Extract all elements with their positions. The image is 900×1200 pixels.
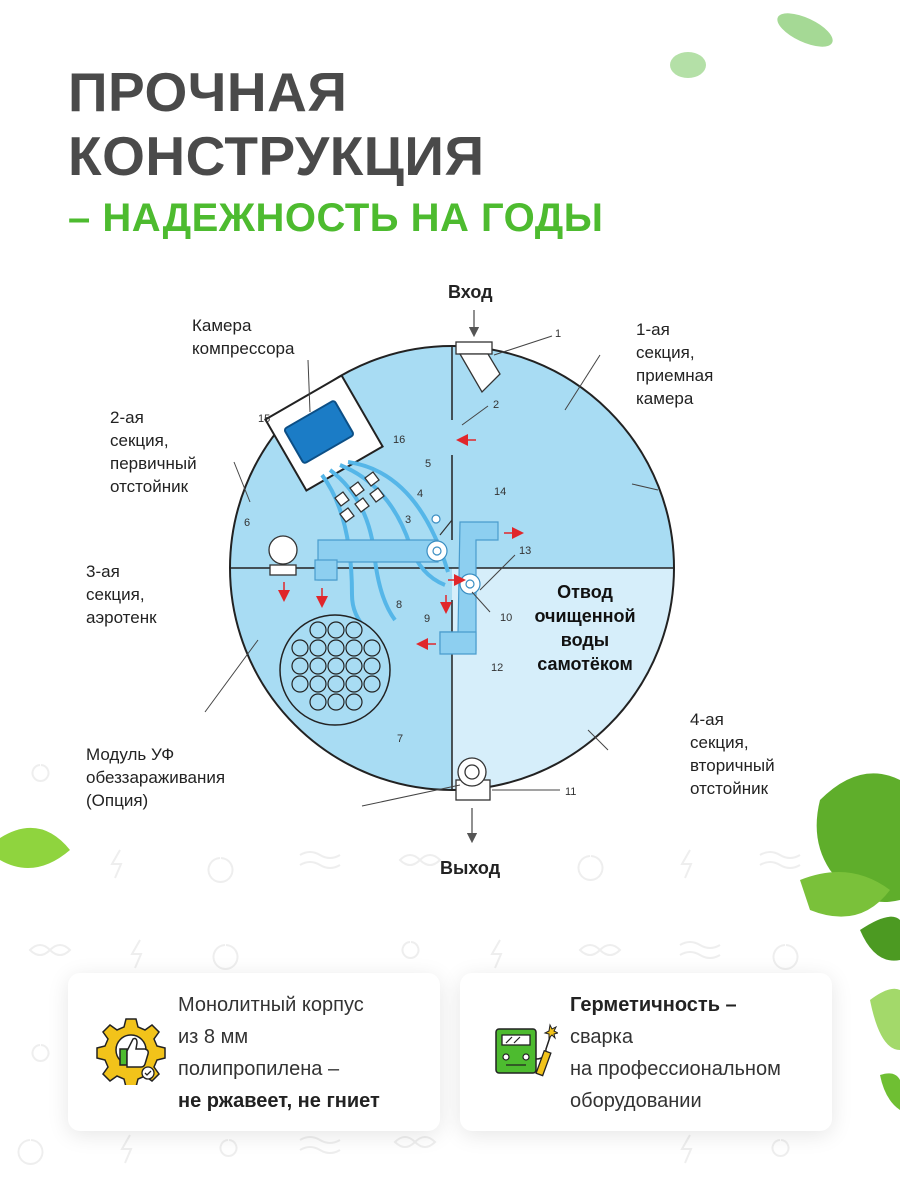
feature-highlight: Герметичность –	[570, 994, 737, 1016]
part-number-7: 7	[397, 733, 404, 745]
feature-line: сварка	[570, 1026, 633, 1048]
label-section-4	[690, 708, 775, 800]
flow-in-label: Вход	[448, 282, 493, 302]
feature-text-sealing	[570, 989, 781, 1117]
label-compressor-chamber	[192, 314, 294, 360]
label-line: Камера	[192, 316, 252, 335]
label-line: компрессора	[192, 339, 295, 358]
feature-line: Монолитный корпус	[178, 994, 364, 1016]
label-line: обеззараживания	[86, 768, 226, 787]
feature-line: из 8 мм	[178, 1026, 249, 1048]
flow-out-label: Выход	[440, 858, 501, 878]
label-uv-module	[86, 743, 225, 812]
part-number-3: 3	[405, 514, 412, 526]
label-line: вторичный	[690, 756, 775, 775]
part-number-14: 14	[494, 486, 507, 498]
part-number-9: 9	[424, 613, 431, 625]
label-line: секция,	[110, 431, 169, 450]
part-number-12: 12	[491, 662, 504, 674]
label-line: 1-ая	[636, 320, 670, 339]
label-line: камера	[636, 389, 694, 408]
feature-line: полипропилена –	[178, 1058, 340, 1080]
part-number-8: 8	[396, 599, 403, 611]
feature-highlight: не ржавеет, не гниет	[178, 1090, 380, 1112]
page-title-line2: КОНСТРУКЦИЯ	[68, 125, 485, 187]
label-line: воды	[560, 630, 610, 650]
label-line: самотёком	[537, 654, 633, 674]
gear-thumbs-up-icon	[96, 1015, 166, 1085]
part-number-10: 10	[500, 612, 513, 624]
feature-text-monolith	[178, 989, 380, 1117]
label-section-1	[636, 318, 713, 410]
label-line: 2-ая	[110, 408, 144, 427]
page-subtitle: – НАДЕЖНОСТЬ НА ГОДЫ	[68, 196, 604, 240]
feature-card-monolith	[68, 973, 440, 1131]
feature-line: оборудовании	[570, 1090, 702, 1112]
feature-card-sealing	[460, 973, 832, 1131]
outlet-pipe	[456, 758, 490, 838]
label-line: Отвод	[557, 582, 613, 602]
label-line: приемная	[636, 366, 714, 385]
label-line: первичный	[110, 454, 197, 473]
label-line: секция,	[86, 585, 145, 604]
label-line: отстойник	[110, 477, 189, 496]
label-line: очищенной	[534, 606, 636, 626]
label-line: секция,	[636, 343, 695, 362]
label-line: (Опция)	[86, 791, 149, 810]
part-number-13: 13	[519, 545, 532, 557]
part-number-2: 2	[493, 399, 500, 411]
label-section-2	[110, 406, 197, 498]
aerator-disc	[280, 615, 390, 725]
label-outlet	[520, 580, 650, 676]
part-number-1: 1	[555, 328, 562, 340]
label-line: отстойник	[690, 779, 769, 798]
page-title-line1: ПРОЧНАЯ	[68, 61, 348, 123]
label-line: Модуль УФ	[86, 745, 175, 764]
pump-unit	[269, 536, 297, 575]
part-number-5: 5	[425, 458, 432, 470]
part-number-16: 16	[393, 434, 406, 446]
label-line: 4-ая	[690, 710, 724, 729]
part-number-11: 11	[565, 786, 577, 798]
label-line: секция,	[690, 733, 749, 752]
label-line: 3-ая	[86, 562, 120, 581]
label-section-3	[86, 560, 157, 629]
part-number-4: 4	[417, 488, 424, 500]
part-number-15: 15	[258, 413, 271, 425]
label-line: аэротенк	[86, 608, 157, 627]
feature-line: на профессиональном	[570, 1058, 781, 1080]
part-number-6: 6	[244, 517, 251, 529]
welding-machine-icon	[488, 1015, 558, 1085]
